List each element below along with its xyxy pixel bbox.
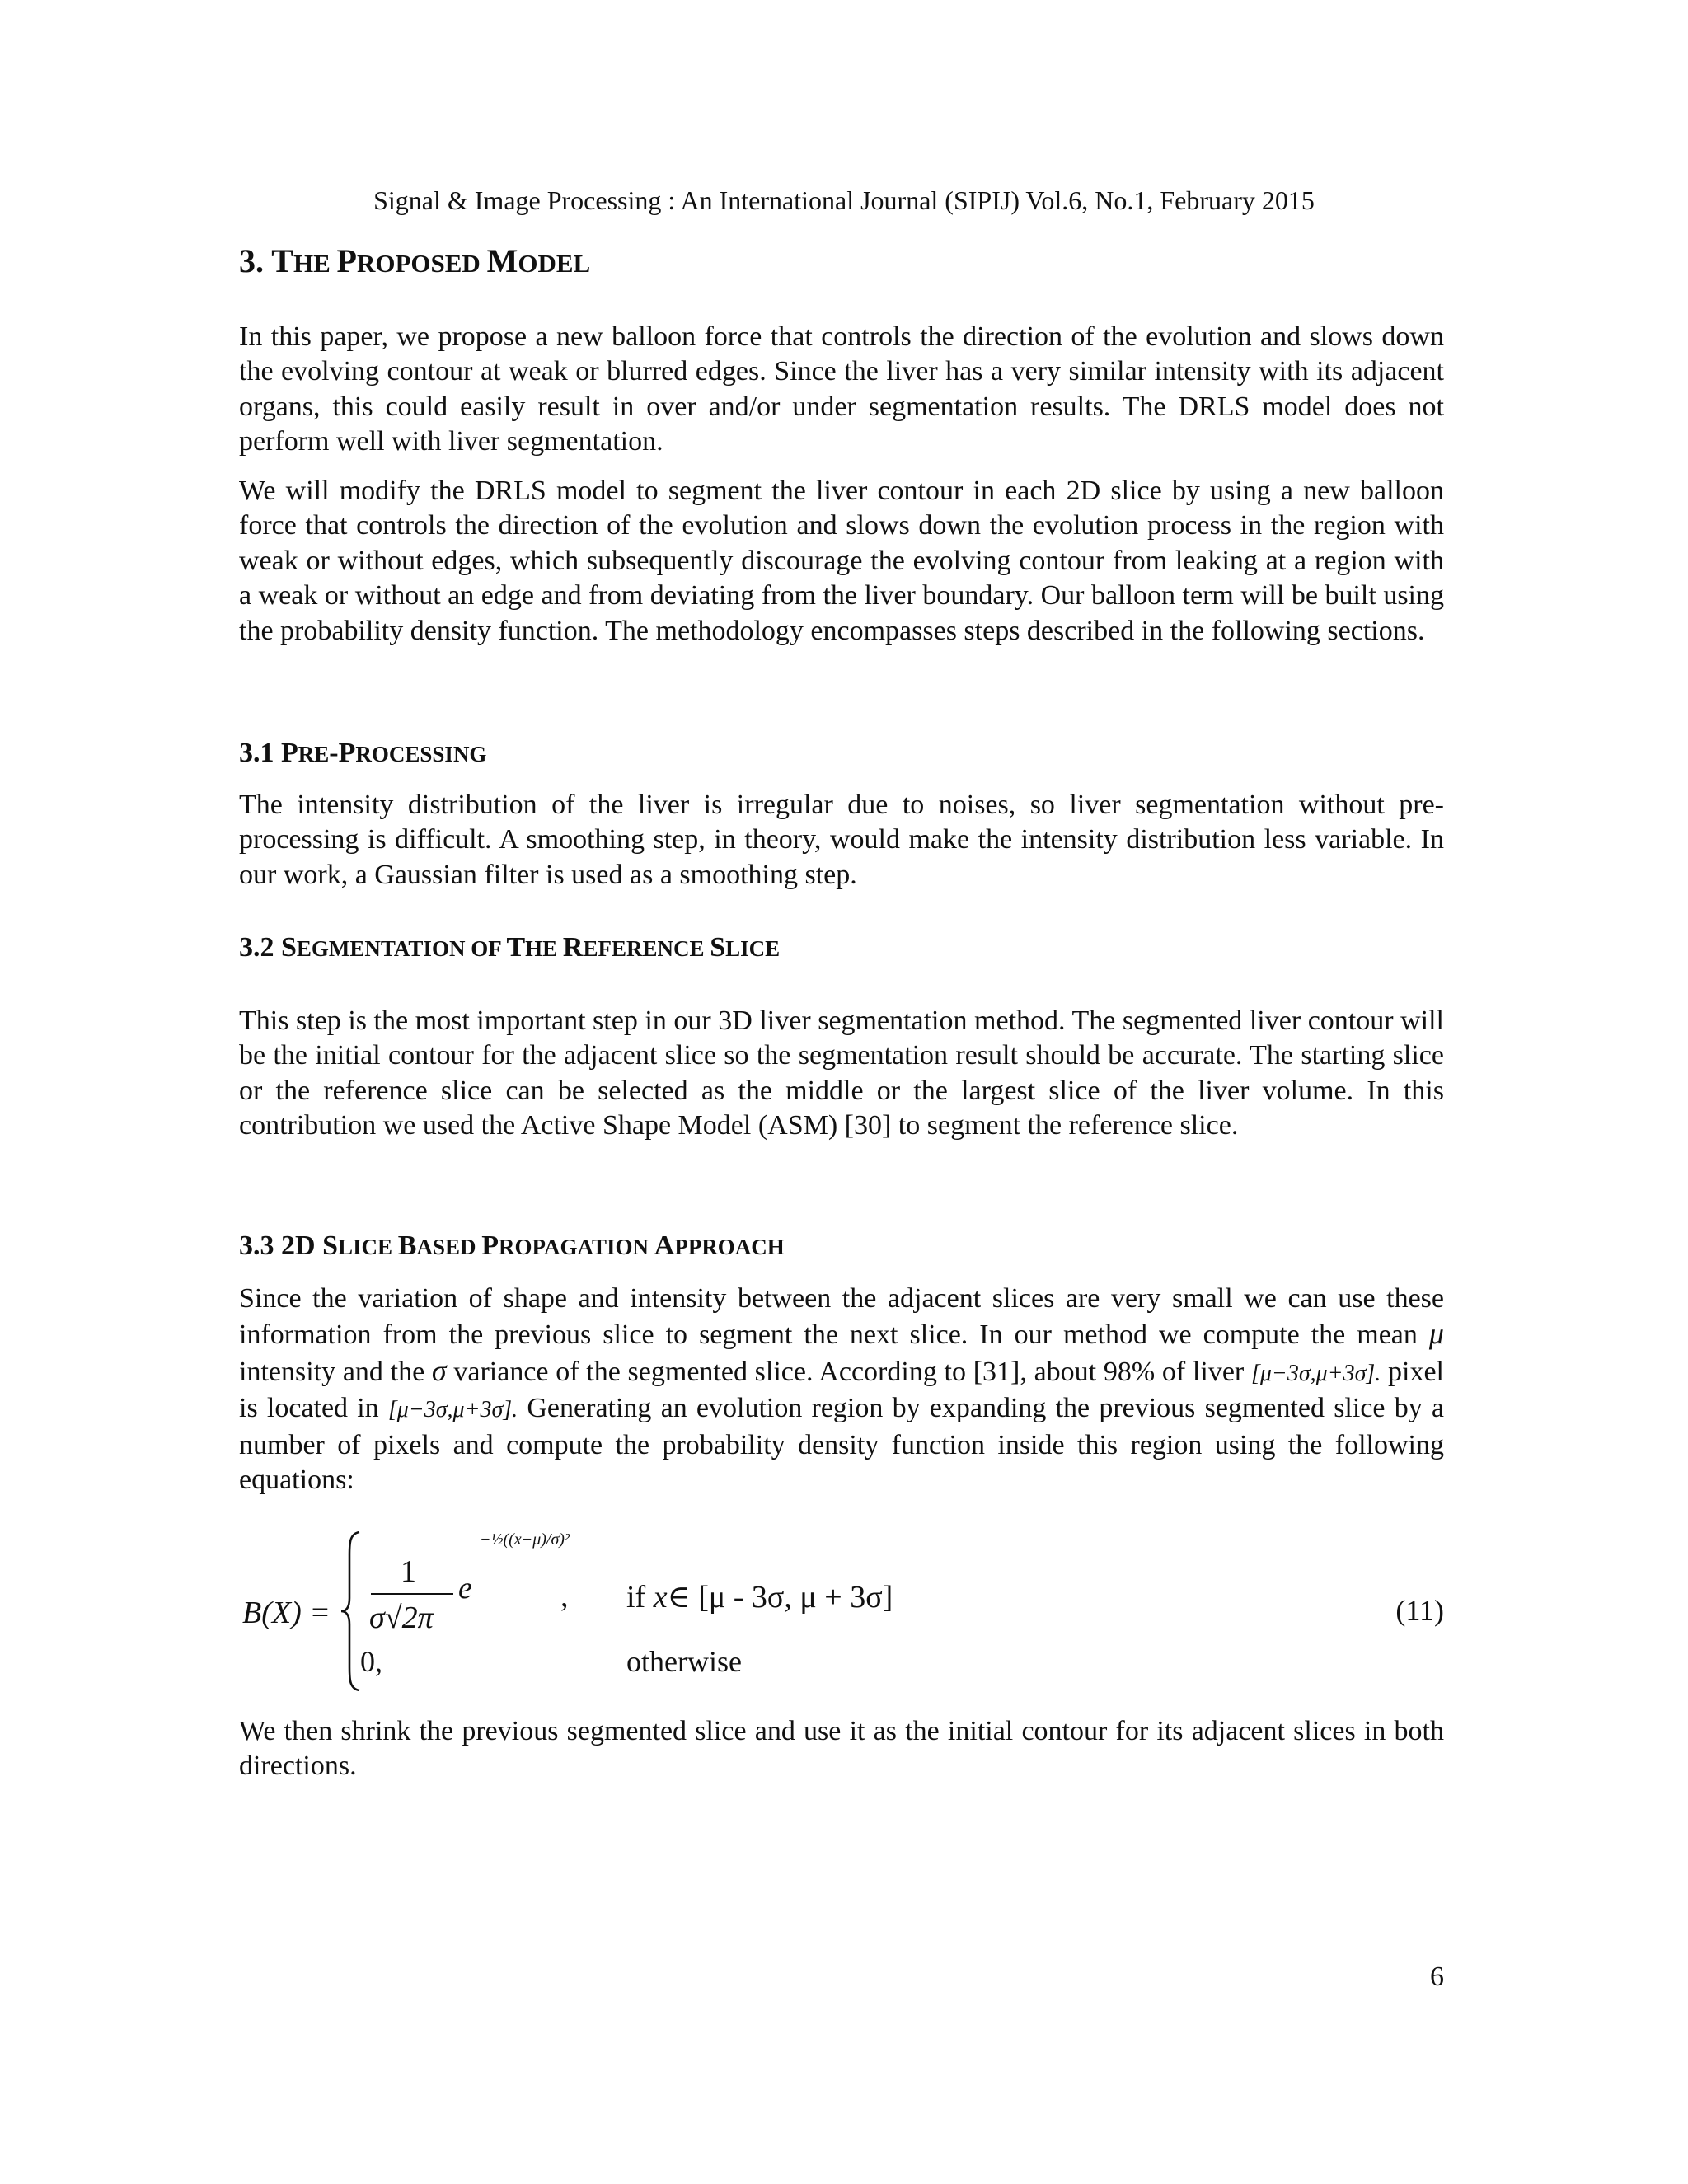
section-3-3-paragraph-2: We then shrink the previous segmented slice and use it as the initial contour for its adjacent slices in both directions. — [239, 1716, 1444, 1782]
section-3-2-heading: 3.2 SEGMENTATION OF THE REFERENCE SLICE — [239, 932, 781, 963]
page-number: 6 — [1430, 1961, 1444, 1992]
interval-inline-2: [μ−3σ,μ+3σ]. — [387, 1397, 518, 1423]
section-3-title: THE PROPOSED MODEL — [271, 242, 591, 279]
equation-lhs: B(X) = — [242, 1596, 331, 1630]
equation-comma: , — [560, 1579, 569, 1614]
fraction-bar — [371, 1593, 453, 1595]
left-brace — [338, 1529, 363, 1694]
exponent: −½((x−μ)/σ)² — [480, 1530, 570, 1549]
sigma-symbol: σ — [431, 1353, 447, 1387]
interval-inline-1: [μ−3σ,μ+3σ]. — [1250, 1360, 1381, 1386]
running-header: Signal & Image Processing : An International Journal (SIPIJ) Vol.6, No.1, February 2015 — [373, 185, 1315, 215]
equation-otherwise-label: otherwise — [626, 1645, 742, 1678]
mu-symbol: μ — [1428, 1317, 1444, 1351]
equation-number: (11) — [1395, 1594, 1444, 1627]
section-3-1-heading: 3.1 PRE-PROCESSING — [239, 738, 487, 768]
section-3-paragraph-2: We will modify the DRLS model to segment the liver contour in each 2D slice by using a new balloon force that controls the direction of the evolution and slows down the evolution process in the region with weak or without edges, which subsequently discourage the evolving contour from leaking at a region with a weak or without an edge and from deviating from the liver boundary. Our balloon term will be built using the probability density function. The methodology encompasses steps described in the following sections. — [239, 476, 1444, 646]
fraction-numerator: 1 — [401, 1554, 416, 1589]
section-3-3-heading: 3.3 2D SLICE BASED PROPAGATION APPROACH — [239, 1230, 785, 1261]
section-3-number: 3. — [239, 242, 264, 279]
exponential-base: e — [458, 1571, 472, 1605]
equation-11 — [239, 1529, 1444, 1694]
section-3-heading — [239, 241, 1444, 284]
section-3-2-paragraph: This step is the most important step in our 3D liver segmentation method. The segmented liver contour will be the initial contour for the adjacent slice so the segmentation result should be accurate. The starting slice or the reference slice can be selected as the middle or the largest slice of the liver volume. In this contribution we used the Active Shape Model (ASM) [30] to segment the reference slice. — [239, 1005, 1444, 1141]
equation-condition: if x∈ [μ - 3σ, μ + 3σ] — [626, 1580, 893, 1615]
equation-zero-case: 0, — [360, 1645, 382, 1678]
section-3-paragraph-1: In this paper, we propose a new balloon force that controls the direction of the evolution and slows down the evolving contour at weak or blurred edges. Since the liver has a very similar intensity with its adjacent organs, this could easily result in over and/or under segmentation results. The DRLS model does not perform well with liver segmentation. — [239, 321, 1444, 457]
fraction-denominator: σ√2π — [369, 1601, 434, 1635]
section-3-1-paragraph: The intensity distribution of the liver is irregular due to noises, so liver segmentation without pre-processing is difficult. A smoothing step, in theory, would make the intensity distribution less variable. In our work, a Gaussian filter is used as a smoothing step. — [239, 790, 1444, 890]
section-3-3-paragraph-1: Since the variation of shape and intensity between the adjacent slices are very small we can use these information from the previous slice to segment the next slice. In our method we compute the mean μ intensity and the σ variance of the segmented slice. According to [31], about 98% of liver [μ−3σ,μ+3σ]. pixel is located in [μ−3σ,μ+3σ]. Generating an evolution region by expanding the previous segmented slice by a number of pixels and compute the probability density function inside this region using the following equations: — [239, 1283, 1444, 1496]
